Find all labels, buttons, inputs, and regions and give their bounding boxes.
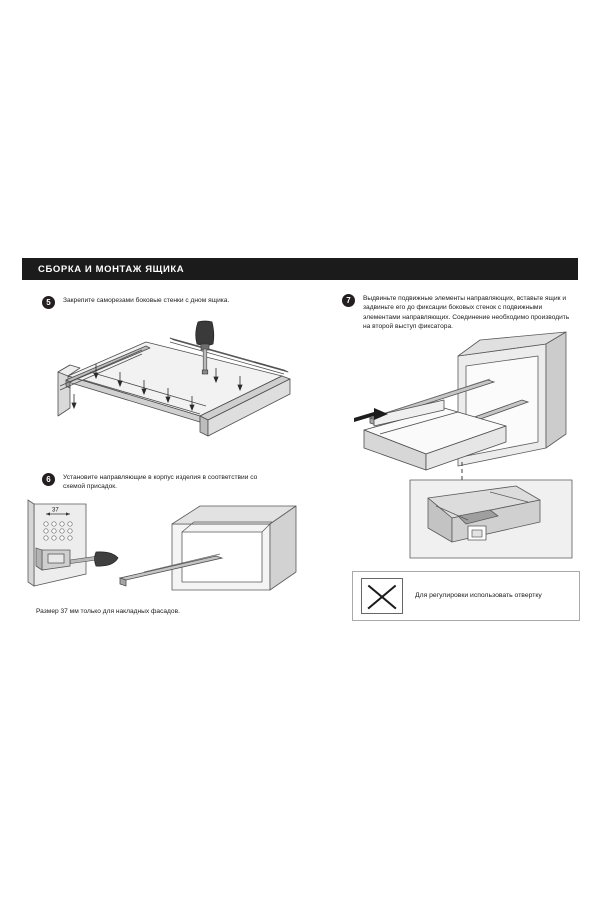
step-7-text: Выдвиньте подвижные элементы направляющих, вставьте ящик и задвиньте его до фиксации боковых стенок с подвижными элементами направляющих. Соединение необходимо производить на второй выступ фиксатора. [363, 295, 570, 331]
note-box [352, 571, 580, 621]
no-screwdriver-adjustment-icon [361, 578, 403, 614]
step-6 [42, 473, 272, 492]
section-title: СБОРКА И МОНТАЖ ЯЩИКА [38, 263, 185, 275]
figure-drawer-insertion [340, 330, 582, 565]
step-7-number: 7 [342, 294, 355, 307]
figure-cabinet-mounting-svg [24, 498, 304, 608]
figure-cabinet-mounting [24, 498, 304, 608]
figure-drawer-assembly [50, 320, 305, 455]
step-6-text: Установите направляющие в корпус изделия в соответствии со схемой присадок. [63, 474, 258, 491]
figure-drawer-assembly-svg [50, 320, 305, 455]
step-5-number: 5 [42, 296, 55, 309]
dimension-label-37: 37 [52, 507, 59, 514]
section-header-bar [22, 258, 578, 280]
note-box-text: Для регулировки использовать отвертку [415, 592, 542, 600]
step-5 [42, 296, 292, 309]
figure-drawer-insertion-svg [340, 330, 582, 565]
step-7 [342, 294, 578, 331]
step-6-number: 6 [42, 473, 55, 486]
step-5-text: Закрепите саморезами боковые стенки с дном ящика. [63, 297, 230, 304]
caption-dimension-note: Размер 37 мм только для накладных фасадов. [36, 608, 180, 615]
